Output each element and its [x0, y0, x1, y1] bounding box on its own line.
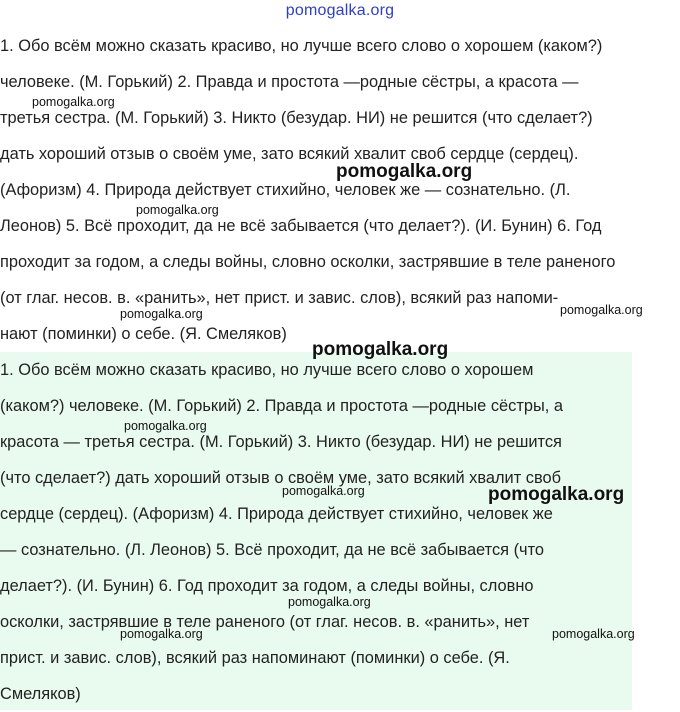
watermark: pomogalka.org	[560, 303, 643, 317]
text-line: (что сделает?) дать хороший отзыв о своём уме, зато всякий хвалит своб	[0, 469, 561, 487]
text-line: делает?). (И. Бунин) 6. Год проходит за годом, а следы войны, словно	[0, 577, 534, 595]
text-line: прист. и завис. слов), всякий раз напоминают (поминки) о себе. (Я.	[0, 649, 510, 667]
text-line: осколки, застрявшие в теле раненого (от глаг. несов. в. «ранить», нет	[0, 613, 530, 631]
text-line: человеке. (М. Горький) 2. Правда и простота —родные сёстры, а красота —	[0, 73, 579, 91]
text-block-2-highlighted	[0, 352, 632, 710]
watermark: pomogalka.org	[136, 203, 219, 217]
header-watermark: pomogalka.org	[285, 2, 395, 19]
watermark: pomogalka.org	[282, 484, 365, 498]
text-line: красота — третья сестра. (М. Горький) 3. Никто (безудар. НИ) не решится	[0, 433, 562, 451]
text-line: нают (поминки) о себе. (Я. Смеляков)	[0, 325, 287, 343]
text-line: 1. Обо всём можно сказать красиво, но лучше всего слово о хорошем (каком?)	[0, 37, 603, 55]
watermark: pomogalka.org	[312, 339, 449, 360]
watermark: pomogalka.org	[32, 95, 115, 109]
watermark: pomogalka.org	[552, 627, 635, 641]
text-line: проходит за годом, а следы войны, словно осколки, застрявшие в теле раненого	[0, 253, 616, 271]
watermark: pomogalka.org	[120, 307, 203, 321]
watermark: pomogalka.org	[488, 484, 625, 505]
text-line: (от глаг. несов. в. «ранить», нет прист. и завис. слов), всякий раз напоми-	[0, 289, 559, 307]
text-line: третья сестра. (М. Горький) 3. Никто (безудар. НИ) не решится (что сделает?)	[0, 109, 593, 127]
text-line: — сознательно. (Л. Леонов) 5. Всё проходит, да не всё забывается (что	[0, 541, 545, 559]
text-line: сердце (сердец). (Афоризм) 4. Природа действует стихийно, человек же	[0, 505, 553, 523]
text-line: (каком?) человеке. (М. Горький) 2. Правда и простота —родные сёстры, а	[0, 397, 563, 415]
watermark: pomogalka.org	[124, 419, 207, 433]
text-line: (Афоризм) 4. Природа действует стихийно, человек же — сознательно. (Л.	[0, 181, 571, 199]
watermark: pomogalka.org	[288, 595, 371, 609]
text-line: 1. Обо всём можно сказать красиво, но лучше всего слово о хорошем	[0, 361, 534, 379]
watermark: pomogalka.org	[120, 627, 203, 641]
watermark: pomogalka.org	[336, 161, 473, 182]
text-line: дать хороший отзыв о своём уме, зато всякий хвалит своб сердце (сердец).	[0, 145, 579, 163]
text-line: Смеляков)	[0, 685, 81, 703]
text-line: Леонов) 5. Всё проходит, да не всё забывается (что делает?). (И. Бунин) 6. Год	[0, 217, 602, 235]
